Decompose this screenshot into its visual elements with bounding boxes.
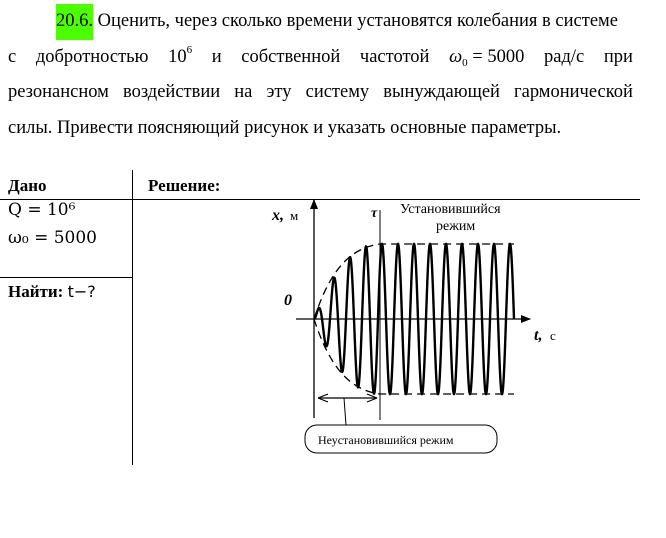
word: систему [305,82,370,102]
x-axis-unit: с [550,328,556,343]
find-value: t−? [67,282,96,301]
q-value: $10^6$ [168,43,193,67]
tau-label: τ [371,206,378,221]
omega-expression: $\omega_0 = 5000$ [449,46,525,69]
callout-pointer [344,398,346,425]
unit: рад/с [544,46,585,67]
word: гармонической [514,82,633,102]
problem-line-1-text: Оценить, через сколько времени установятся колебания в системе [97,11,618,31]
given-omega: ω₀ = 5000 [8,228,97,248]
word: с [8,46,17,67]
word: воздействии [122,82,221,102]
steady-label-1: Установившийся [400,202,501,217]
word: вынуждающей [383,82,500,102]
word: частотой [359,46,430,67]
problem-number: 20.6. [56,4,93,40]
unsteady-label: Неустановившийся режим [318,433,454,447]
solution-header: Решение: [148,176,221,195]
word: добротностью [35,46,149,67]
given-header: Дано [8,176,47,195]
x-axis-label: t, [534,327,543,344]
word: на [234,82,253,102]
word: собственной [241,46,341,67]
word: эту [266,82,292,102]
word: при [603,46,633,67]
find-label: Найти: [8,282,64,301]
origin-label: 0 [284,292,292,309]
y-axis-label: x, [272,207,284,224]
y-axis-unit: м [290,208,299,223]
upper-envelope [314,244,514,319]
word: и [211,46,222,67]
word: резонансном [8,82,109,102]
given-q: Q = 10⁶ [8,200,76,220]
steady-label-2: режим [436,219,476,234]
problem-line-4-text: силы. Привести поясняющий рисунок и указать основные параметры. [8,117,562,138]
